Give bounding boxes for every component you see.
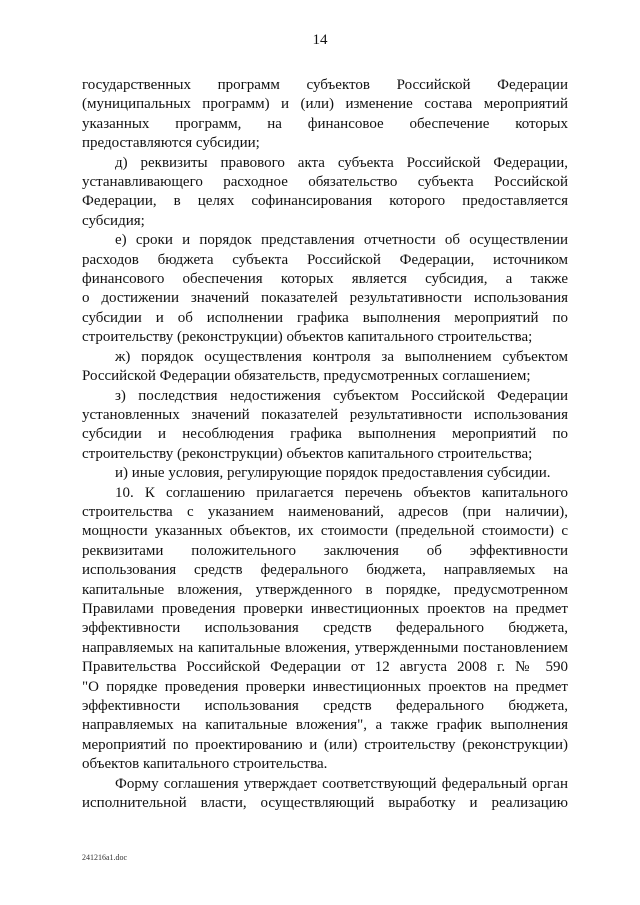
file-code: 241216a1.doc: [82, 853, 128, 862]
text-line: эффективности использования средств федерального бюджета,: [82, 698, 568, 714]
paragraph: [82, 775, 568, 814]
paragraph: [82, 231, 568, 347]
paragraph: [82, 387, 568, 465]
text-line: эффективности использования средств федерального бюджета,: [82, 620, 568, 637]
document-body: [82, 76, 568, 813]
text-line: субсидия;: [82, 212, 145, 229]
text-line: Федерации, в целях софинансирования которого предоставляется: [82, 193, 568, 210]
paragraph: [82, 154, 568, 232]
paragraph: [82, 348, 568, 387]
text-line: субсидии и несоблюдения графика выполнения мероприятий по: [82, 426, 568, 443]
text-line: строительства с указанием наименований, адресов (при наличии),: [82, 503, 568, 520]
text-line: е) сроки и порядок представления отчетности об осуществлении: [115, 232, 568, 249]
text-line: субсидии и об исполнении графика выполнения мероприятий по: [82, 309, 568, 326]
text-line: устанавливающего расходное обязательство субъекта Российской: [82, 174, 568, 191]
text-line: о достижении значений показателей результативности использования: [82, 290, 568, 307]
text-line: объектов капитального строительства.: [82, 756, 328, 773]
text-line: финансового обеспечения которых является субсидия, а также: [82, 271, 568, 288]
text-line: указанных программ, на финансовое обеспечение которых: [82, 115, 568, 132]
paragraph: [82, 76, 568, 154]
text-line: исполнительной власти, осуществляющий выработку и реализацию: [82, 795, 568, 812]
text-line: д) реквизиты правового акта субъекта Российской Федерации,: [115, 154, 568, 171]
text-line: использования средств федерального бюджета, направляемых на: [82, 562, 568, 579]
text-line: капитальные вложения, утвержденного в порядке, предусмотренном: [82, 581, 568, 598]
page-number: 14: [312, 32, 328, 48]
text-line: Правительства Российской Федерации от 12 августа 2008 г. № 590: [82, 659, 568, 676]
text-line: строительству (реконструкции) объектов капитального строительства;: [82, 445, 533, 462]
paragraph: [82, 464, 568, 483]
paragraph: [82, 484, 568, 775]
text-line: мероприятий по проектированию и (или) строительству (реконструкции): [82, 736, 568, 753]
text-line: направляемых на капитальные вложения, утвержденными постановлением: [82, 639, 568, 656]
text-line: расходов бюджета субъекта Российской Федерации, источником: [82, 251, 568, 268]
text-line: реквизитами положительного заключения об эффективности: [82, 542, 568, 559]
text-line: (муниципальных программ) и (или) изменение состава мероприятий: [82, 96, 568, 113]
text-line: 10. К соглашению прилагается перечень объектов капитального: [115, 484, 568, 501]
text-line: "О порядке проведения проверки инвестиционных проектов на предмет: [82, 678, 568, 695]
text-line: установленных значений показателей результативности использования: [82, 406, 568, 423]
text-line: Правилами проведения проверки инвестиционных проектов на предмет: [82, 600, 568, 617]
text-line: ж) порядок осуществления контроля за выполнением субъектом: [115, 348, 568, 365]
text-line: предоставляются субсидии;: [82, 135, 260, 152]
text-line: и) иные условия, регулирующие порядок предоставления субсидии.: [115, 465, 551, 482]
text-line: з) последствия недостижения субъектом Российской Федерации: [115, 387, 568, 404]
text-line: мощности указанных объектов, их стоимости (предельной стоимости) с: [82, 523, 568, 540]
text-line: направляемых на капитальные вложения", а также график выполнения: [82, 717, 568, 734]
text-line: Форму соглашения утверждает соответствующий федеральный орган: [115, 775, 568, 792]
text-line: строительству (реконструкции) объектов капитального строительства;: [82, 329, 533, 346]
text-line: Российской Федерации обязательств, предусмотренных соглашением;: [82, 368, 531, 385]
text-line: государственных программ субъектов Российской Федерации: [82, 77, 568, 93]
